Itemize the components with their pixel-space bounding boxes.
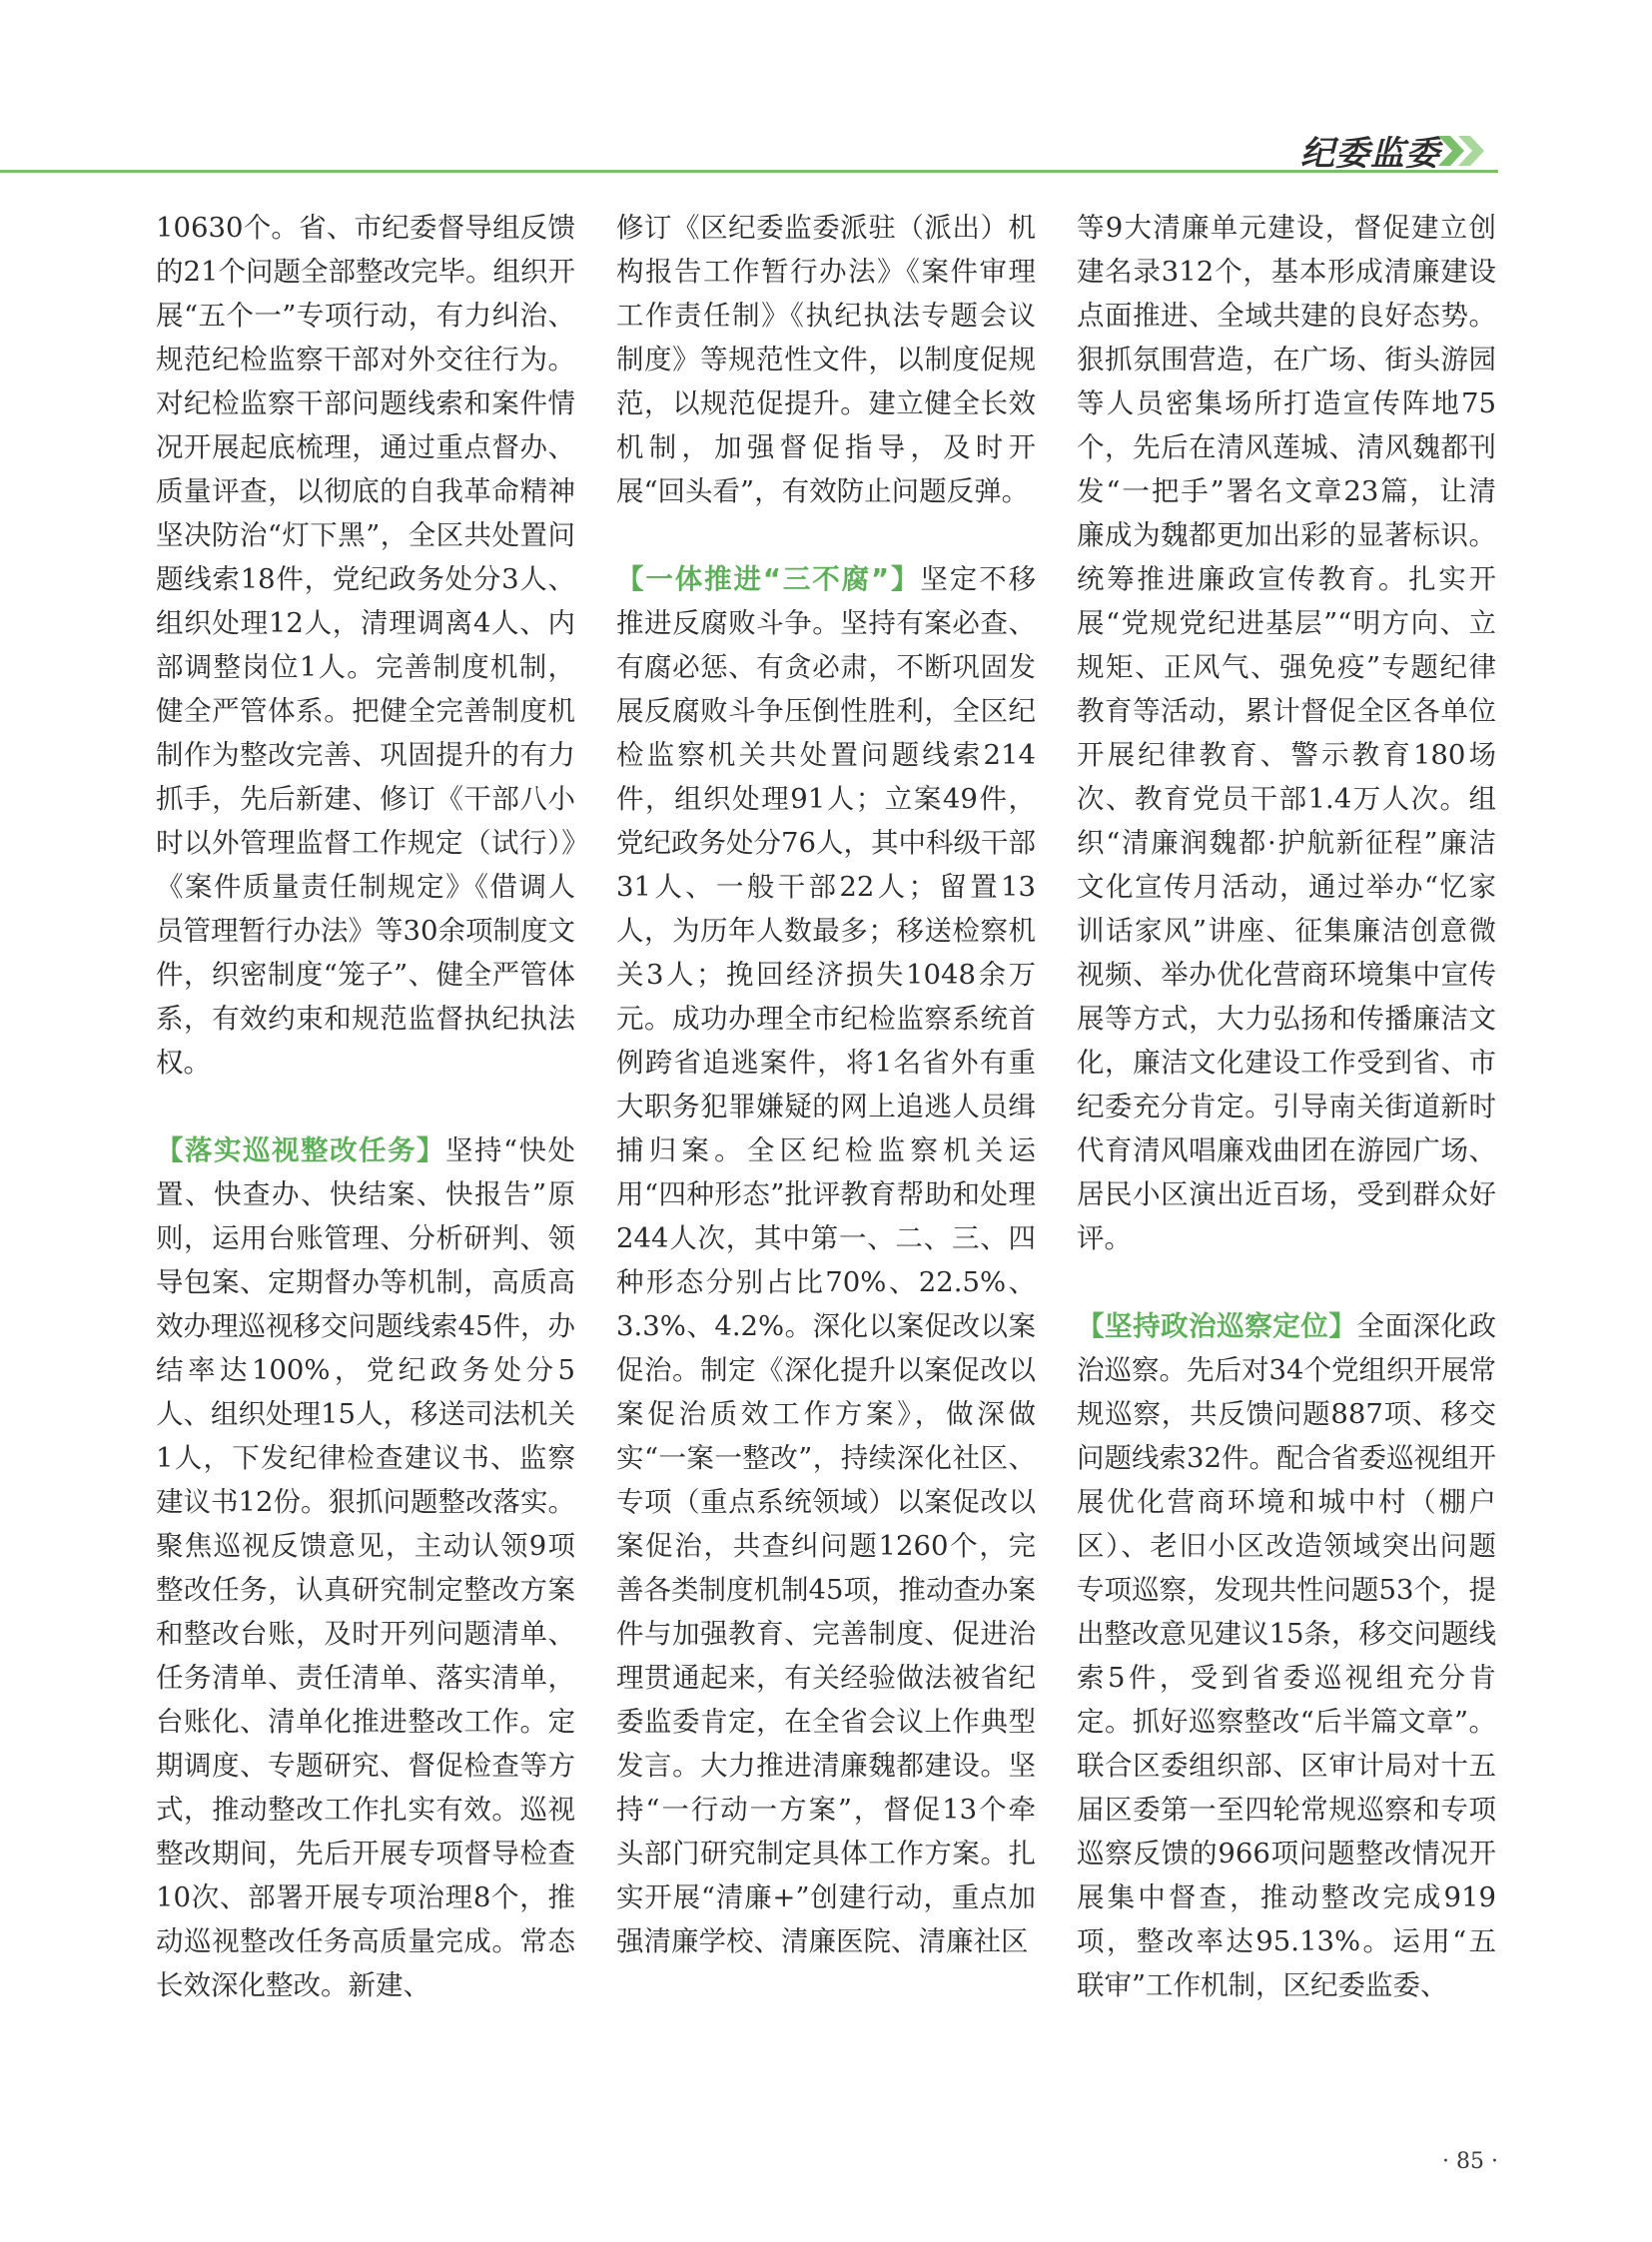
- text-column-3: [1077, 206, 1496, 2007]
- paragraph-text: 10630个。省、市纪委督导组反馈的21个问题全部整改完毕。组织开展“五个一”专项行动，有力纠治、规范纪检监察干部对外交往行为。对纪检监察干部问题线索和案件情况开展起底梳理，通过重点督办、质量评查，以彻底的自我革命精神坚决防治“灯下黑”，全区共处置问题线索18件，党纪政务处分3人、组织处理12人，清理调离4人、内部调整岗位1人。完善制度机制，健全严管体系。把健全完善制度机制作为整改完善、巩固提升的有力抓手，先后新建、修订《干部八小时以外管理监督工作规定（试行）》《案件质量责任制规定》《借调人员管理暂行办法》等30余项制度文件，织密制度“笼子”、健全严管体系，有效约束和规范监督执纪执法权。: [156, 212, 575, 1079]
- paragraph-text: 等9大清廉单元建设，督促建立创建名录312个，基本形成清廉建设点面推进、全域共建的良好态势。狠抓氛围营造，在广场、街头游园等人员密集场所打造宣传阵地75个，先后在清风莲城、清风魏都刊发“一把手”署名文章23篇，让清廉成为魏都更加出彩的显著标识。统筹推进廉政宣传教育。扎实开展“党规党纪进基层”“明方向、立规矩、正风气、强免疫”专题纪律教育等活动，累计督促全区各单位开展纪律教育、警示教育180场次、教育党员干部1.4万人次。组织“清廉润魏都·护航新征程”廉洁文化宣传月活动，通过举办“忆家训话家风”讲座、征集廉洁创意微视频、举办优化营商环境集中宣传展等方式，大力弘扬和传播廉洁文化，廉洁文化建设工作受到省、市纪委充分肯定。引导南关街道新时代育清风唱廉戏曲团在游园广场、居民小区演出近百场，受到群众好评。: [1077, 212, 1496, 1254]
- header-divider: [0, 170, 1498, 173]
- paragraph-text: 全面深化政治巡察。先后对34个党组织开展常规巡察，共反馈问题887项、移交问题线索32件。配合省委巡视组开展优化营商环境和城中村（棚户区）、老旧小区改造领域突出问题专项巡察，发现共性问题53个，提出整改意见建议15条，移交问题线索5件，受到省委巡视组充分肯定。抓好巡察整改“后半篇文章”。联合区委组织部、区审计局对十五届区委第一至四轮常规巡察和专项巡察反馈的966项问题整改情况开展集中督查，推动整改完成919项，整改率达95.13%。运用“五联审”工作机制，区纪委监委、: [1077, 1310, 1497, 2001]
- page-number: · 85 ·: [1442, 2149, 1498, 2174]
- paragraph: [156, 206, 575, 1085]
- section-heading: 【落实巡视整改任务】: [156, 1134, 445, 1166]
- paragraph-text: 坚定不移推进反腐败斗争。坚持有案必查、有腐必惩、有贪必肃，不断巩固发展反腐败斗争压倒性胜利，全区纪检监察机关共处置问题线索214件，组织处理91人；立案49件，党纪政务处分76人，其中科级干部31人、一般干部22人；留置13人，为历年人数最多；移送检察机关3人；挽回经济损失1048余万元。成功办理全市纪检监察系统首例跨省追逃案件，将1名省外有重大职务犯罪嫌疑的网上追逃人员缉捕归案。全区纪检监察机关运用“四种形态”批评教育帮助和处理244人次，其中第一、二、三、四种形态分别占比70%、22.5%、3.3%、4.2%。深化以案促改以案促治。制定《深化提升以案促改以案促治质效工作方案》，做深做实“一案一整改”，持续深化社区、专项（重点系统领域）以案促改以案促治，共查纠问题1260个，完善各类制度机制45项，推动查办案件与加强教育、完善制度、促进治理贯通起来，有关经验做法被省纪委监委肯定，在全省会议上作典型发言。大力推进清廉魏都建设。坚持“一行动一方案”，督促13个牵头部门研究制定具体工作方案。扎实开展“清廉+”创建行动，重点加强清廉学校、清廉医院、清廉社区: [616, 563, 1037, 1957]
- paragraph: [156, 1128, 575, 2007]
- paragraph: [616, 206, 1036, 513]
- paragraph-text: 修订《区纪委监委派驻（派出）机构报告工作暂行办法》《案件审理工作责任制》《执纪执法专题会议制度》等规范性文件，以制度促规范，以规范促提升。建立健全长效机制，加强督促指导，及时开展“回头看”，有效防止问题反弹。: [616, 212, 1036, 507]
- double-chevron-right-icon: [1436, 134, 1488, 168]
- paragraph: [1077, 1304, 1496, 2007]
- section-title: 纪委监委: [1300, 134, 1440, 174]
- text-column-1: [156, 206, 575, 2007]
- section-heading: 【一体推进“三不腐”】: [616, 563, 921, 595]
- paragraph-text: 坚持“快处置、快查办、快结案、快报告”原则，运用台账管理、分析研判、领导包案、定期督办等机制，高质高效办理巡视移交问题线索45件，办结率达100%，党纪政务处分5人、组织处理15人，移送司法机关1人，下发纪律检查建议书、监察建议书12份。狠抓问题整改落实。聚焦巡视反馈意见，主动认领9项整改任务，认真研究制定整改方案和整改台账，及时开列问题清单、任务清单、责任清单、落实清单，台账化、清单化推进整改工作。定期调度、专题研究、督促检查等方式，推动整改工作扎实有效。巡视整改期间，先后开展专项督导检查10次、部署开展专项治理8个，推动巡视整改任务高质量完成。常态长效深化整改。新建、: [156, 1134, 576, 2001]
- paragraph: [1077, 206, 1496, 1260]
- text-column-2: [616, 206, 1036, 1963]
- paragraph: [616, 557, 1036, 1963]
- section-heading: 【坚持政治巡察定位】: [1077, 1310, 1357, 1342]
